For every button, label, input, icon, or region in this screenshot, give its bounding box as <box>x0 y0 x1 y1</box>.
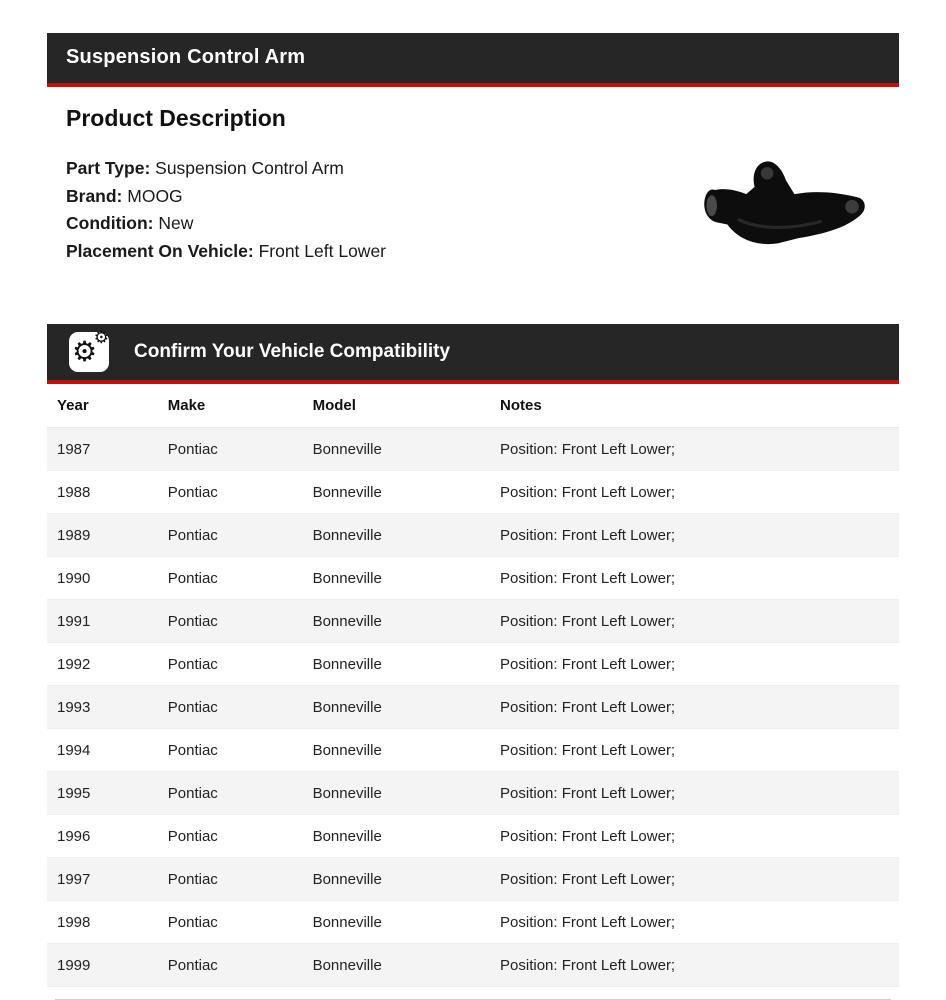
table-row <box>47 944 899 987</box>
field-label: Condition: <box>66 213 159 233</box>
table-cell: Position: Front Left Lower; <box>500 483 676 501</box>
table-cell: 1990 <box>57 569 91 587</box>
table-cell: Position: Front Left Lower; <box>500 698 676 716</box>
table-cell: Bonneville <box>312 741 382 759</box>
table-header-row <box>47 384 899 428</box>
table-cell: 1999 <box>57 956 91 974</box>
table-row <box>47 471 899 514</box>
table-cell: Bonneville <box>312 870 382 888</box>
table-cell: Pontiac <box>167 784 218 802</box>
product-field <box>66 185 696 206</box>
column-header: Model <box>303 384 490 428</box>
table-row <box>47 428 899 471</box>
table-row <box>47 557 899 600</box>
compatibility-section <box>47 324 899 987</box>
table-cell: Position: Front Left Lower; <box>500 956 676 974</box>
table-row <box>47 643 899 686</box>
product-field <box>66 240 696 261</box>
table-cell: Position: Front Left Lower; <box>500 655 676 673</box>
table-row <box>47 858 899 901</box>
table-cell: Bonneville <box>312 655 382 673</box>
column-header: Make <box>158 384 303 428</box>
table-row <box>47 772 899 815</box>
field-label: Brand: <box>66 185 128 206</box>
table-cell: Bonneville <box>312 440 382 458</box>
table-row <box>47 600 899 643</box>
table-row <box>47 514 899 557</box>
table-cell: Pontiac <box>167 483 218 501</box>
compatibility-header <box>47 324 899 384</box>
product-title-bar <box>47 33 899 87</box>
table-cell: Position: Front Left Lower; <box>500 440 676 458</box>
field-value: Suspension Control Arm <box>155 158 344 178</box>
compatibility-heading: Confirm Your Vehicle Compatibility <box>134 341 451 362</box>
table-cell: Position: Front Left Lower; <box>500 741 676 759</box>
table-cell: Pontiac <box>167 827 218 845</box>
table-cell: Pontiac <box>167 655 218 673</box>
table-cell: Bonneville <box>312 698 382 716</box>
table-cell: Bonneville <box>312 612 382 630</box>
table-cell: 1995 <box>57 784 91 802</box>
table-cell: 1992 <box>57 655 91 673</box>
table-cell: Bonneville <box>312 569 382 587</box>
table-row <box>47 815 899 858</box>
table-cell: 1996 <box>57 827 91 845</box>
table-cell: 1988 <box>57 483 91 501</box>
table-cell: Pontiac <box>167 956 218 974</box>
gear-large-icon: ⚙ <box>72 336 98 367</box>
table-cell: Position: Front Left Lower; <box>500 913 676 931</box>
table-cell: 1993 <box>57 698 91 716</box>
table-cell: Pontiac <box>167 526 218 544</box>
gear-small-icon: ⚙ <box>93 328 109 347</box>
product-field <box>66 215 696 233</box>
compatibility-table-body <box>47 428 899 987</box>
table-cell: 1998 <box>57 913 91 931</box>
table-cell: Position: Front Left Lower; <box>500 784 676 802</box>
table-cell: Pontiac <box>167 698 218 716</box>
table-cell: Pontiac <box>167 612 218 630</box>
table-head <box>47 384 899 428</box>
table-cell: Position: Front Left Lower; <box>500 827 676 845</box>
table-cell: Position: Front Left Lower; <box>500 526 676 544</box>
field-value: New <box>158 213 194 233</box>
table-cell: Pontiac <box>167 913 218 931</box>
table-cell: Pontiac <box>167 440 218 458</box>
table-cell: Pontiac <box>167 741 218 759</box>
table-cell: Position: Front Left Lower; <box>500 569 676 587</box>
table-cell: 1997 <box>57 870 91 888</box>
table-cell: Position: Front Left Lower; <box>500 870 676 888</box>
field-value: MOOG <box>127 185 183 206</box>
table-cell: Bonneville <box>312 956 382 974</box>
table-cell: Pontiac <box>167 870 218 888</box>
product-description-section <box>47 87 899 270</box>
field-value: Front Left Lower <box>258 240 386 261</box>
field-label: Part Type: <box>66 158 156 178</box>
gears-icon <box>69 328 109 372</box>
product-photo <box>696 146 874 261</box>
field-label: Placement On Vehicle: <box>66 240 259 261</box>
table-cell: Bonneville <box>312 784 382 802</box>
description-heading: Product Description <box>66 105 286 131</box>
table-cell: 1991 <box>57 612 91 630</box>
column-header: Notes <box>490 384 899 428</box>
table-cell: Bonneville <box>312 526 382 544</box>
product-fields <box>66 160 696 270</box>
table-row <box>47 686 899 729</box>
table-cell: 1989 <box>57 526 91 544</box>
table-cell: Bonneville <box>312 827 382 845</box>
product-field <box>66 160 696 178</box>
page-title: Suspension Control Arm <box>66 46 306 68</box>
table-cell: Bonneville <box>312 483 382 501</box>
table-cell: Position: Front Left Lower; <box>500 612 676 630</box>
table-cell: 1994 <box>57 741 91 759</box>
table-cell: Bonneville <box>312 913 382 931</box>
table-cell: 1987 <box>57 440 91 458</box>
table-row <box>47 901 899 944</box>
table-cell: Pontiac <box>167 569 218 587</box>
description-body <box>66 160 880 270</box>
control-arm-image <box>696 146 874 261</box>
table-row <box>47 729 899 772</box>
compatibility-table <box>47 384 899 987</box>
column-header: Year <box>47 384 158 428</box>
